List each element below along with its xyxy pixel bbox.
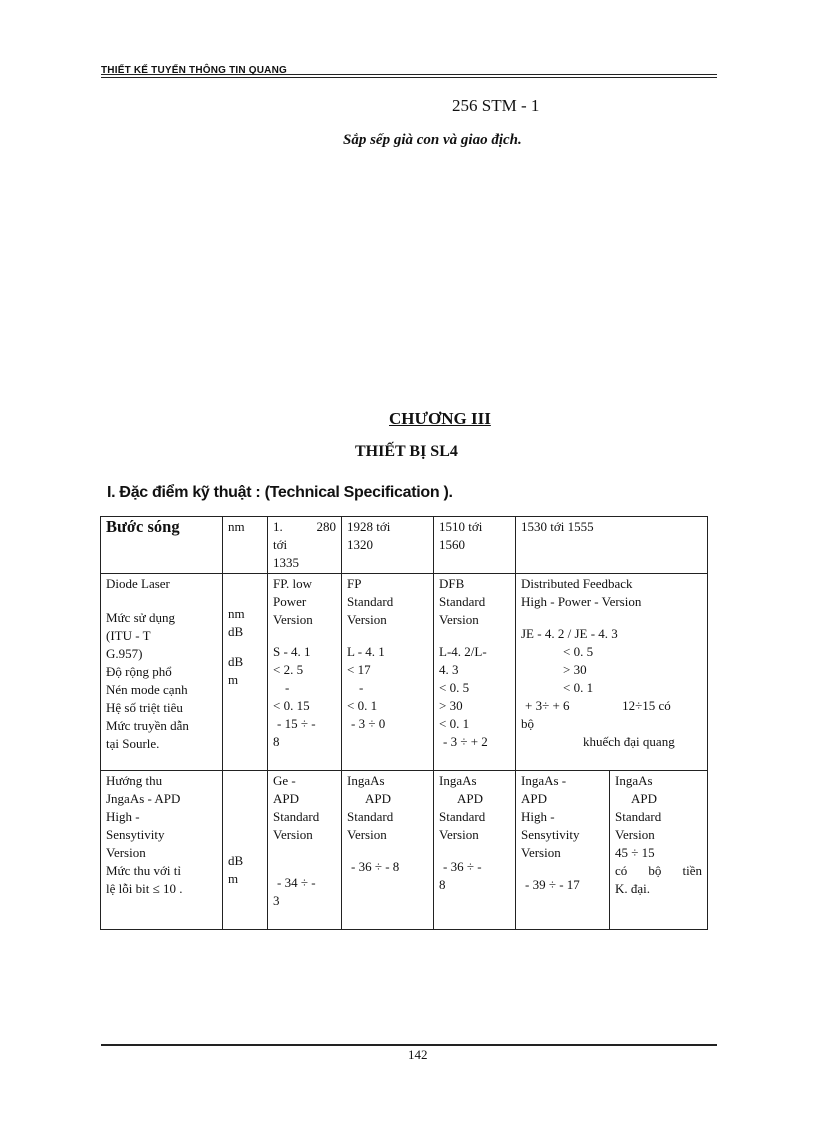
- cell-text: - 34 ÷ -: [277, 875, 316, 890]
- cell-text: -: [359, 680, 364, 695]
- cell-text: Power: [273, 594, 307, 609]
- cell-text: > 30: [439, 698, 463, 713]
- receiver-col3: [434, 771, 516, 930]
- wavelength-col4: [516, 517, 708, 574]
- cell-text: tại Sourle.: [106, 736, 160, 751]
- cell-text: < 17: [347, 662, 371, 677]
- cell-text: 8: [273, 734, 280, 749]
- table-row-transmitter: [101, 574, 708, 771]
- cell-text: < 0. 5: [563, 644, 594, 659]
- cell-text: Hướng thu: [106, 773, 163, 788]
- cell-text: < 0. 1: [347, 698, 378, 713]
- cell-text: 12÷15 có: [622, 698, 671, 713]
- cell-text: 1510 tới: [439, 519, 483, 534]
- wavelength-col3: [434, 517, 516, 574]
- cell-text: lệ lỗi bit ≤ 10 .: [106, 881, 183, 896]
- cell-text: Version: [521, 845, 561, 860]
- cell-text: Standard: [273, 809, 320, 824]
- cell-text: 8: [439, 877, 446, 892]
- cell-text: High -: [521, 809, 555, 824]
- cell-text: (ITU - T: [106, 628, 151, 643]
- cell-text: + 3÷ + 6: [525, 698, 570, 713]
- cell-text: -: [285, 680, 290, 695]
- cell-text: < 0. 5: [439, 680, 470, 695]
- cell-text: Mức truyền dẫn: [106, 718, 189, 733]
- transmitter-unit-cell: [223, 574, 268, 771]
- page-number: 142: [408, 1047, 428, 1062]
- cell-text: Độ rộng phổ: [106, 664, 172, 679]
- table-row-wavelength: [101, 517, 708, 574]
- cell-text: Version: [273, 827, 313, 842]
- wavelength-col2: [342, 517, 434, 574]
- cell-text: G.957): [106, 646, 143, 661]
- cell-text: Version: [347, 827, 387, 842]
- receiver-col5: [610, 771, 708, 930]
- cell-text: Standard: [347, 594, 394, 609]
- chapter-title: CHƯƠNG III: [389, 409, 491, 428]
- cell-text: Diode Laser: [106, 576, 170, 591]
- cell-text: L-4. 2/L-: [439, 644, 487, 659]
- cell-text: có bộ tiền: [615, 863, 703, 878]
- cell-text: Standard: [439, 594, 486, 609]
- cell-text: 1320: [347, 537, 373, 552]
- cell-text: Version: [106, 845, 146, 860]
- cell-text: K. đại.: [615, 881, 651, 896]
- receiver-unit-cell: [223, 771, 268, 930]
- cell-text: IngaAs: [439, 773, 477, 788]
- receiver-col4: [516, 771, 610, 930]
- cell-text: Sensytivity: [106, 827, 165, 842]
- cell-text: Distributed Feedback: [521, 576, 633, 591]
- cell-text: - 36 ÷ -: [443, 859, 482, 874]
- cell-text: APD: [273, 791, 300, 806]
- cell-text: - 15 ÷ -: [277, 716, 316, 731]
- transmitter-col4: [516, 574, 708, 771]
- wavelength-unit-cell: [223, 517, 268, 574]
- cell-text: Mức sử dụng: [106, 610, 175, 625]
- header-rule-bottom: [101, 77, 717, 78]
- wavelength-unit: nm: [228, 519, 245, 534]
- cell-text: 45 ÷ 15: [615, 845, 655, 860]
- unit-text: nm: [228, 606, 245, 621]
- cell-text: - 3 ÷ 0: [351, 716, 386, 731]
- cell-text: FP: [347, 576, 362, 591]
- cell-text: S - 4. 1: [273, 644, 311, 659]
- transmitter-label-cell: [101, 574, 223, 771]
- cell-text: APD: [521, 791, 548, 806]
- cell-text: Standard: [347, 809, 394, 824]
- transmitter-col1: [268, 574, 342, 771]
- cell-text: < 0. 1: [563, 680, 594, 695]
- unit-text: dB: [228, 853, 244, 868]
- cell-text: High -: [106, 809, 140, 824]
- cell-text: < 0. 15: [273, 698, 310, 713]
- cell-text: Version: [347, 612, 387, 627]
- cell-text: FP. low: [273, 576, 313, 591]
- cell-text: IngaAs: [347, 773, 385, 788]
- receiver-label-cell: [101, 771, 223, 930]
- spec-table: [100, 516, 708, 930]
- cell-text: IngaAs -: [521, 773, 567, 788]
- transmitter-col3: [434, 574, 516, 771]
- unit-text: dB: [228, 624, 244, 639]
- cell-text: Version: [439, 612, 479, 627]
- subtitle: Sắp sếp già con và giao địch.: [343, 132, 522, 148]
- cell-text: Standard: [439, 809, 486, 824]
- unit-text: m: [228, 672, 239, 687]
- cell-text: JE - 4. 2 / JE - 4. 3: [521, 626, 618, 641]
- cell-text: Sensytivity: [521, 827, 580, 842]
- cell-text: L - 4. 1: [347, 644, 385, 659]
- cell-text: Nén mode cạnh: [106, 682, 188, 697]
- cell-text: Mức thu với tỉ: [106, 863, 181, 878]
- cell-text: Version: [273, 612, 313, 627]
- device-title: THIẾT BỊ SL4: [355, 443, 458, 460]
- header-rule-top: [101, 74, 717, 75]
- receiver-col2: [342, 771, 434, 930]
- cell-text: - 3 ÷ + 2: [443, 734, 488, 749]
- cell-text: 1. 280: [273, 519, 336, 534]
- cell-text: tới: [273, 537, 288, 552]
- cell-text: Standard: [615, 809, 662, 824]
- cell-text: < 0. 1: [439, 716, 470, 731]
- cell-text: Version: [439, 827, 479, 842]
- section-heading: I. Đặc điểm kỹ thuật : (Technical Specification ).: [107, 484, 453, 501]
- table-row-receiver: [101, 771, 708, 930]
- transmitter-col2: [342, 574, 434, 771]
- cell-text: - 36 ÷ - 8: [351, 859, 400, 874]
- cell-text: - 39 ÷ - 17: [525, 877, 580, 892]
- cell-text: > 30: [563, 662, 587, 677]
- cell-text: DFB: [439, 576, 465, 591]
- wavelength-label: Bước sóng: [106, 517, 180, 536]
- receiver-col1: [268, 771, 342, 930]
- cell-text: 1560: [439, 537, 465, 552]
- cell-text: < 2. 5: [273, 662, 304, 677]
- stm-label: 256 STM - 1: [452, 96, 540, 115]
- running-header: THIẾT KẾ TUYẾN THÔNG TIN QUANG: [101, 65, 287, 76]
- cell-text: 1530 tới 1555: [521, 519, 594, 534]
- cell-text: bộ: [521, 716, 534, 731]
- cell-text: Version: [615, 827, 655, 842]
- cell-text: Ge -: [273, 773, 296, 788]
- cell-text: APD: [631, 791, 658, 806]
- cell-text: 3: [273, 893, 280, 908]
- cell-text: IngaAs: [615, 773, 653, 788]
- cell-text: High - Power - Version: [521, 594, 642, 609]
- cell-text: JngaAs - APD: [106, 791, 181, 806]
- cell-text: 1928 tới: [347, 519, 391, 534]
- cell-text: 4. 3: [439, 662, 459, 677]
- cell-text: Hệ số triệt tiêu: [106, 700, 183, 715]
- cell-text: APD: [457, 791, 484, 806]
- cell-text: APD: [365, 791, 392, 806]
- wavelength-label-cell: [101, 517, 223, 574]
- footer-rule: [101, 1044, 717, 1046]
- unit-text: m: [228, 871, 239, 886]
- unit-text: dB: [228, 654, 244, 669]
- wavelength-col1: [268, 517, 342, 574]
- cell-text: 1335: [273, 555, 299, 570]
- cell-text: khuếch đại quang: [583, 734, 675, 749]
